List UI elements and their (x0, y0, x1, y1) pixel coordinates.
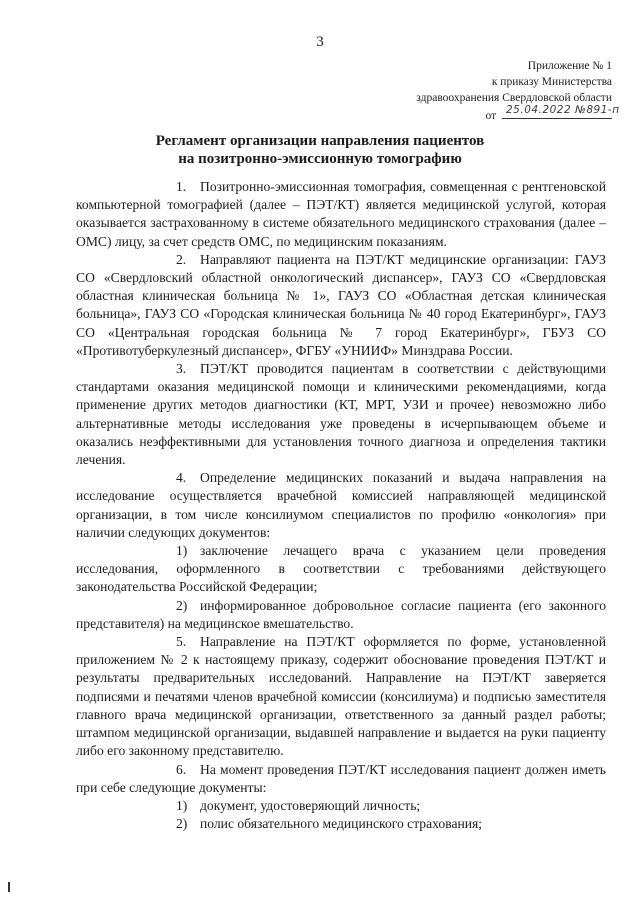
list-item-text: заключение лечащего врача с указанием цели проведения исследования, оформленного в соответствии с требованиями действующего законодательства Российской Федерации; (76, 543, 606, 595)
list-item-number: 1) (176, 797, 188, 813)
annex-line-1: Приложение № 1 (527, 60, 612, 72)
list-item-text: документ, удостоверяющий личность; (200, 797, 421, 813)
paragraph-text: Направление на ПЭТ/КТ оформляется по форме, установленной приложением № 2 к настоящему приказу, содержит обоснование проведения ПЭТ/КТ и результаты предварительных исследований. Направление на ПЭТ/КТ заверяется подписями и печатями членов врачебной комиссии (консилиума) и подписью заместителя главного врача медицинской организации, ответственного за данный раздел работы; штампом медицинской организации, выдавшей направление и выдается на руки пациенту либо его законному представителю. (76, 634, 606, 759)
paragraph-text: Направляют пациента на ПЭТ/КТ медицинские организации: ГАУЗ СО «Свердловский областной онкологический диспансер», ГАУЗ СО «Свердловская областная клиническая больница № 1», ГАУЗ СО «Областная детская клиническая больница», ГАУЗ СО «Городская клиническая больница № 40 город Екатеринбург», ГАУЗ СО «Центральная городская больница № 7 город Екатеринбург», ГБУЗ СО «Противотуберкулезный диспансер», ФГБУ «УНИИФ» Минздрава России. (76, 251, 606, 358)
annex-header (312, 58, 620, 124)
list-item-number: 2) (176, 597, 188, 613)
paragraph-text: Определение медицинских показаний и выдача направления на исследование осуществляется врачебной комиссией направляющей медицинской организации, в том числе консилиумом специалистов по профилю «онкология» при наличии следующих документов: (76, 470, 606, 540)
list-item-text: информированное добровольное согласие пациента (его законного представителя) на медицинское вмешательство. (76, 597, 606, 631)
annex-line-3: здравоохранения Свердловской области (416, 92, 612, 104)
paragraph-number: 6. (176, 761, 187, 777)
document-body (76, 178, 606, 833)
list-item (76, 815, 606, 833)
list-item (76, 597, 606, 633)
annex-date-line (312, 104, 620, 124)
list-item (76, 797, 606, 815)
list-item-text: полис обязательного медицинского страхования; (200, 816, 483, 832)
paragraph-number: 4. (176, 470, 187, 486)
handwritten-date: 25.04.2022 №891-п (506, 104, 620, 116)
paragraph-number: 5. (176, 634, 187, 650)
paragraph-5 (76, 633, 606, 760)
paragraph-text: ПЭТ/КТ проводится пациентам в соответствии с действующими стандартами оказания медицинской помощи и клиническими рекомендациями, когда применение других методов диагностики (КТ, МРТ, УЗИ и прочее) невозможно либо альтернативные методы исследования уже проведены в исчерпывающем объеме и оказались неэффективными для установления точного диагноза и определения тактики лечения. (76, 361, 606, 468)
annex-line-2: к приказу Министерства (491, 76, 612, 88)
paragraph-3 (76, 360, 606, 469)
paragraph-number: 2. (176, 251, 187, 267)
scan-artifact (8, 882, 10, 892)
date-underline (502, 104, 620, 119)
paragraph-1 (76, 178, 606, 251)
list-item-number: 2) (176, 816, 188, 832)
document-title (0, 132, 640, 168)
paragraph-2 (76, 251, 606, 360)
paragraph-text: Позитронно-эмиссионная томография, совмещенная с рентгеновской компьютерной томографией (далее – ПЭТ/КТ) является медицинской услугой, которая оказывается застрахованному в системе обязательного медицинского страхования (далее – ОМС) лицу, за счет средств ОМС, по медицинским показаниям. (76, 179, 606, 249)
date-prefix: от (485, 110, 497, 122)
paragraph-text: На момент проведения ПЭТ/КТ исследования пациент должен иметь при себе следующие документы: (76, 761, 606, 795)
list-item (76, 542, 606, 597)
paragraph-4 (76, 469, 606, 542)
paragraph-6 (76, 761, 606, 797)
list-item-number: 1) (176, 543, 188, 559)
title-line-1: Регламент организации направления пациентов (155, 133, 485, 149)
page-number: 3 (316, 34, 324, 50)
title-line-2: на позитронно-эмиссионную томографию (178, 151, 462, 167)
paragraph-number: 1. (176, 179, 187, 194)
paragraph-number: 3. (176, 361, 187, 377)
